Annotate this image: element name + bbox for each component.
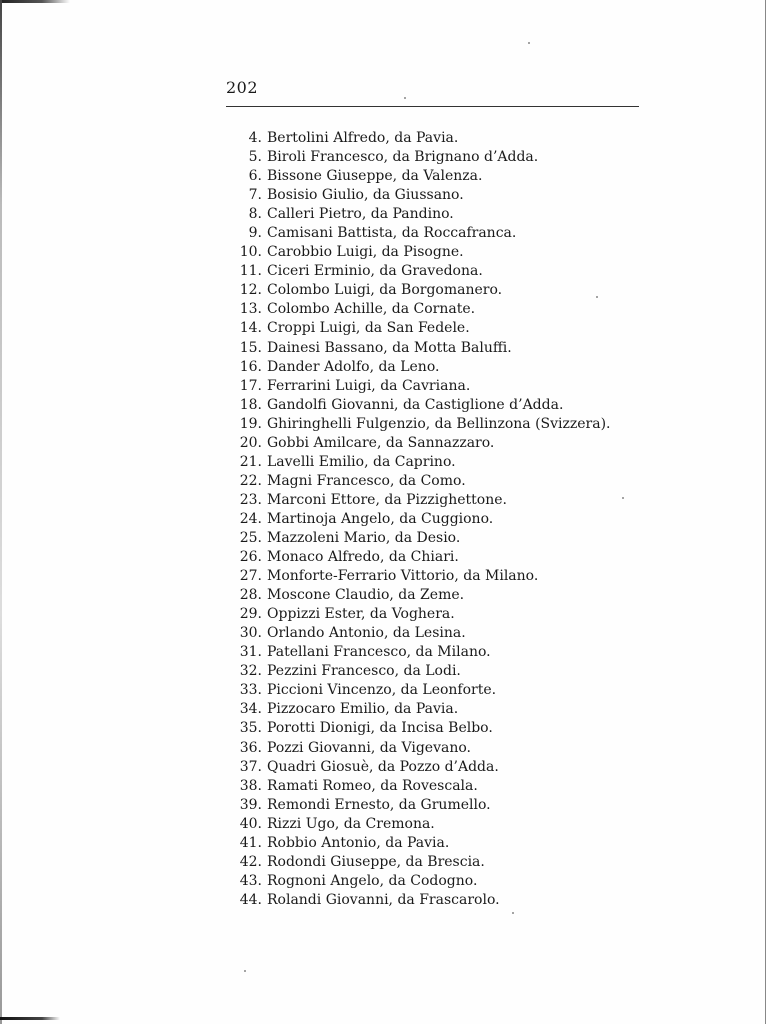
scan-edge-top (0, 0, 70, 3)
item-number: 16. (239, 358, 262, 375)
item-number: 21. (239, 453, 262, 470)
scan-speck (512, 912, 514, 914)
list-item (222, 853, 611, 872)
item-number: 25. (239, 529, 262, 546)
list-item (222, 186, 611, 205)
item-text: Ramati Romeo, da Rovescala. (267, 777, 478, 794)
list-item (222, 167, 611, 186)
scan-speck (528, 42, 530, 44)
item-text: Ghiringhelli Fulgenzio, da Bellinzona (Svizzera). (267, 415, 611, 432)
list-item (222, 872, 611, 891)
list-item (222, 243, 611, 262)
list-item (222, 224, 611, 243)
item-text: Monaco Alfredo, da Chiari. (267, 549, 459, 566)
item-text: Rizzi Ugo, da Cremona. (267, 815, 435, 832)
item-text: Calleri Pietro, da Pandino. (267, 206, 454, 223)
item-number: 15. (239, 339, 262, 356)
item-number: 11. (239, 263, 262, 280)
list-item (222, 567, 611, 586)
item-text: Mazzoleni Mario, da Desio. (267, 529, 461, 546)
item-text: Robbio Antonio, da Pavia. (267, 834, 450, 851)
item-number: 14. (239, 320, 262, 337)
item-text: Gandolfi Giovanni, da Castiglione d’Adda. (267, 396, 564, 413)
item-number: 24. (239, 510, 262, 527)
item-text: Quadri Giosuè, da Pozzo d’Adda. (267, 758, 499, 775)
item-text: Pozzi Giovanni, da Vigevano. (267, 739, 471, 756)
scan-speck (622, 497, 624, 499)
item-number: 26. (239, 549, 262, 566)
item-number: 10. (239, 244, 262, 261)
item-text: Dander Adolfo, da Leno. (267, 358, 440, 375)
item-text: Lavelli Emilio, da Caprino. (267, 453, 456, 470)
item-text: Rodondi Giuseppe, da Brescia. (267, 853, 485, 870)
scan-speck (244, 970, 246, 972)
list-item (222, 834, 611, 853)
item-text: Rognoni Angelo, da Codogno. (267, 872, 478, 889)
item-number: 31. (239, 644, 262, 661)
list-item (222, 662, 611, 681)
item-number: 34. (239, 701, 262, 718)
list-item (222, 815, 611, 834)
item-text: Pezzini Francesco, da Lodi. (267, 663, 461, 680)
list-item (222, 377, 611, 396)
list-item (222, 777, 611, 796)
list-item (222, 319, 611, 338)
item-text: Rolandi Giovanni, da Frascarolo. (267, 891, 500, 908)
item-text: Magni Francesco, da Como. (267, 472, 466, 489)
list-item (222, 510, 611, 529)
name-list (222, 129, 611, 910)
item-number: 41. (239, 834, 262, 851)
item-number: 13. (239, 301, 262, 318)
item-number: 43. (239, 872, 262, 889)
item-number: 28. (239, 587, 262, 604)
item-text: Croppi Luigi, da San Fedele. (267, 320, 470, 337)
list-item (222, 205, 611, 224)
item-text: Bosisio Giulio, da Giussano. (267, 187, 464, 204)
item-number: 23. (239, 491, 262, 508)
item-number: 44. (239, 891, 262, 908)
list-item (222, 434, 611, 453)
item-number: 35. (239, 720, 262, 737)
list-item (222, 719, 611, 738)
list-item (222, 605, 611, 624)
item-number: 42. (239, 853, 262, 870)
item-text: Bissone Giuseppe, da Valenza. (267, 168, 483, 185)
item-number: 12. (239, 282, 262, 299)
item-text: Patellani Francesco, da Milano. (267, 644, 491, 661)
item-number: 20. (239, 434, 262, 451)
list-item (222, 586, 611, 605)
item-text: Camisani Battista, da Roccafranca. (267, 225, 517, 242)
scan-edge-bottom (0, 1017, 60, 1020)
list-item (222, 129, 611, 148)
scan-speck (404, 97, 406, 99)
list-item (222, 262, 611, 281)
list-item (222, 529, 611, 548)
item-number: 5. (248, 149, 262, 166)
item-number: 9. (248, 225, 262, 242)
list-item (222, 358, 611, 377)
item-number: 18. (239, 396, 262, 413)
item-text: Ferrarini Luigi, da Cavriana. (267, 377, 471, 394)
item-text: Bertolini Alfredo, da Pavia. (267, 130, 459, 146)
item-number: 8. (248, 206, 262, 223)
list-item (222, 453, 611, 472)
item-number: 36. (239, 739, 262, 756)
item-text: Carobbio Luigi, da Pisogne. (267, 244, 464, 261)
list-item (222, 491, 611, 510)
item-text: Orlando Antonio, da Lesina. (267, 625, 466, 642)
item-text: Pizzocaro Emilio, da Pavia. (267, 701, 459, 718)
list-item (222, 472, 611, 491)
scan-speck (596, 296, 598, 298)
item-text: Monforte-Ferrario Vittorio, da Milano. (267, 568, 539, 585)
item-number: 38. (239, 777, 262, 794)
item-text: Moscone Claudio, da Zeme. (267, 587, 465, 604)
list-item (222, 339, 611, 358)
item-number: 33. (239, 682, 262, 699)
list-item (222, 700, 611, 719)
item-number: 7. (248, 187, 262, 204)
item-text: Gobbi Amilcare, da Sannazzaro. (267, 434, 495, 451)
item-text: Dainesi Bassano, da Motta Baluffi. (267, 339, 512, 356)
item-number: 32. (239, 663, 262, 680)
scan-edge-left (0, 0, 2, 1024)
item-number: 6. (248, 168, 262, 185)
list-item (222, 148, 611, 167)
item-number: 4. (248, 130, 262, 146)
item-number: 37. (239, 758, 262, 775)
item-text: Martinoja Angelo, da Cuggiono. (267, 510, 494, 527)
item-number: 30. (239, 625, 262, 642)
item-number: 27. (239, 568, 262, 585)
item-text: Marconi Ettore, da Pizzighettone. (267, 491, 507, 508)
item-text: Biroli Francesco, da Brignano d’Adda. (267, 149, 539, 166)
list-item (222, 739, 611, 758)
list-item (222, 548, 611, 567)
list-item (222, 758, 611, 777)
item-number: 29. (239, 606, 262, 623)
page-number: 202 (226, 78, 259, 97)
item-number: 39. (239, 796, 262, 813)
item-number: 22. (239, 472, 262, 489)
item-number: 40. (239, 815, 262, 832)
item-text: Porotti Dionigi, da Incisa Belbo. (267, 720, 493, 737)
item-number: 19. (239, 415, 262, 432)
list-item (222, 300, 611, 319)
list-item (222, 281, 611, 300)
list-item (222, 624, 611, 643)
item-text: Remondi Ernesto, da Grumello. (267, 796, 491, 813)
list-item (222, 396, 611, 415)
item-text: Ciceri Erminio, da Gravedona. (267, 263, 483, 280)
item-text: Colombo Luigi, da Borgomanero. (267, 282, 503, 299)
item-number: 17. (239, 377, 262, 394)
item-text: Colombo Achille, da Cornate. (267, 301, 476, 318)
list-item (222, 643, 611, 662)
list-item (222, 891, 611, 910)
list-item (222, 415, 611, 434)
list-item (222, 796, 611, 815)
item-text: Piccioni Vincenzo, da Leonforte. (267, 682, 497, 699)
list-item (222, 681, 611, 700)
header-rule (226, 106, 639, 107)
item-text: Oppizzi Ester, da Voghera. (267, 606, 455, 623)
